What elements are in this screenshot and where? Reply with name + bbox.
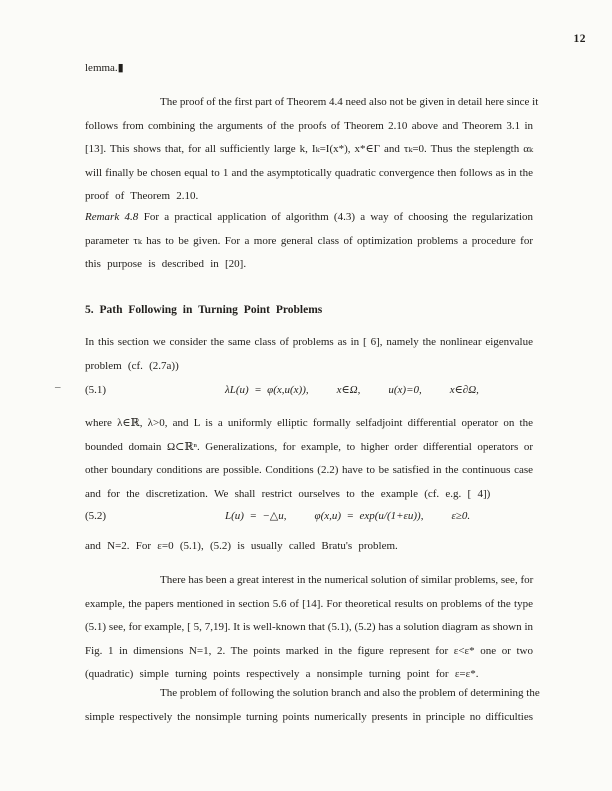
text-line: The proof of the first part of Theorem 4.4 need also not be given in detail here since it xyxy=(160,96,539,108)
equation-segment: L(u) = −△u, xyxy=(225,510,287,522)
remark-line-rest: For a practical application of algorithm (4.3) a way of choosing the regularization xyxy=(138,211,534,223)
equation-segment: λL(u) = φ(x,u(x)), xyxy=(225,384,309,396)
paragraph-numerical-interest xyxy=(85,569,533,687)
text-line: and N=2. For ε=0 (5.1), (5.2) is usually called Bratu's problem. xyxy=(85,540,398,552)
equation-label: (5.1) xyxy=(85,384,107,396)
remark-label: Remark 4.8 xyxy=(85,211,139,223)
equation-segment: x∈∂Ω, xyxy=(449,384,479,396)
equation-5-1 xyxy=(85,379,533,403)
paragraph-proof-theorem-4-4 xyxy=(85,91,539,209)
text-line: proof of Theorem 2.10. xyxy=(85,190,199,202)
text-line: example, the papers mentioned in section 5.6 of [14]. For theoretical results on problems of the type xyxy=(85,597,533,610)
text-line: where λ∈ℝ, λ>0, and L is a uniformly elliptic formally selfadjoint differential operator on the xyxy=(85,417,533,429)
text-line: In this section we consider the same class of problems as in [ 6], namely the nonlinear eigenvalue xyxy=(85,336,533,348)
paragraph-operator-description xyxy=(85,412,533,506)
margin-artifact-dash: – xyxy=(55,381,61,393)
paragraph-section-intro xyxy=(85,331,533,378)
text-line: There has been a great interest in the numerical solution of similar problems, see, for xyxy=(160,574,534,586)
text-line: problem (cf. (2.7a)) xyxy=(85,359,179,372)
text-line: The problem of following the solution branch and also the problem of determining the xyxy=(160,687,540,699)
text-line: and for the discretization. We shall restrict ourselves to the example (cf. e.g. [ 4]) xyxy=(85,487,491,500)
text-line: follows from combining the arguments of the proofs of Theorem 2.10 above and Theorem 3.1 in xyxy=(85,119,533,132)
text-line: [13]. This shows that, for all sufficiently large k, Iₖ=I(x*), x*∈Γ and τₖ=0. Thus the steplength αₖ xyxy=(85,143,533,155)
text-line: lemma.▮ xyxy=(85,62,124,74)
page-number: 12 xyxy=(573,33,586,45)
text-line: bounded domain Ω⊂ℝⁿ. Generalizations, for example, to higher order differential operators or xyxy=(85,440,533,453)
equation-5-2 xyxy=(85,505,533,529)
text-line: Fig. 1 in dimensions N=1, 2. The points marked in the figure represent for ε<ε* one or two xyxy=(85,644,533,657)
equation-segment: ε≥0. xyxy=(451,510,471,522)
equation-segment: u(x)=0, xyxy=(388,384,422,396)
text-line: will finally be chosen equal to 1 and the asymptotically quadratic convergence then follows as in the xyxy=(85,166,533,179)
text-line: simple respectively the nonsimple turning points numerically presents in principle no difficulties xyxy=(85,710,533,723)
lemma-end-paragraph xyxy=(85,57,533,81)
equation-segment: x∈Ω, xyxy=(336,384,361,396)
equation-label: (5.2) xyxy=(85,510,107,522)
equation-segment: φ(x,u) = exp(u/(1+εu)), xyxy=(314,510,424,522)
remark-4-8-paragraph xyxy=(85,206,533,277)
section-heading: 5. Path Following in Turning Point Problems xyxy=(85,304,323,316)
text-line: this purpose is described in [20]. xyxy=(85,258,247,270)
text-line: other boundary conditions are possible. Conditions (2.2) have to be satisfied in the continuous case xyxy=(85,464,533,476)
text-line: (quadratic) simple turning points respectively a nonsimple turning point for ε=ε*. xyxy=(85,668,479,680)
text-line: parameter τₖ has to be given. For a more general class of optimization problems a procedure for xyxy=(85,234,533,247)
text-line: (5.1) see, for example, [ 5, 7,19]. It is well-known that (5.1), (5.2) has a solution diagram as shown in xyxy=(85,621,533,633)
bratu-problem-line xyxy=(85,535,533,559)
paragraph-following-branch xyxy=(85,682,540,729)
text-line xyxy=(85,206,533,230)
